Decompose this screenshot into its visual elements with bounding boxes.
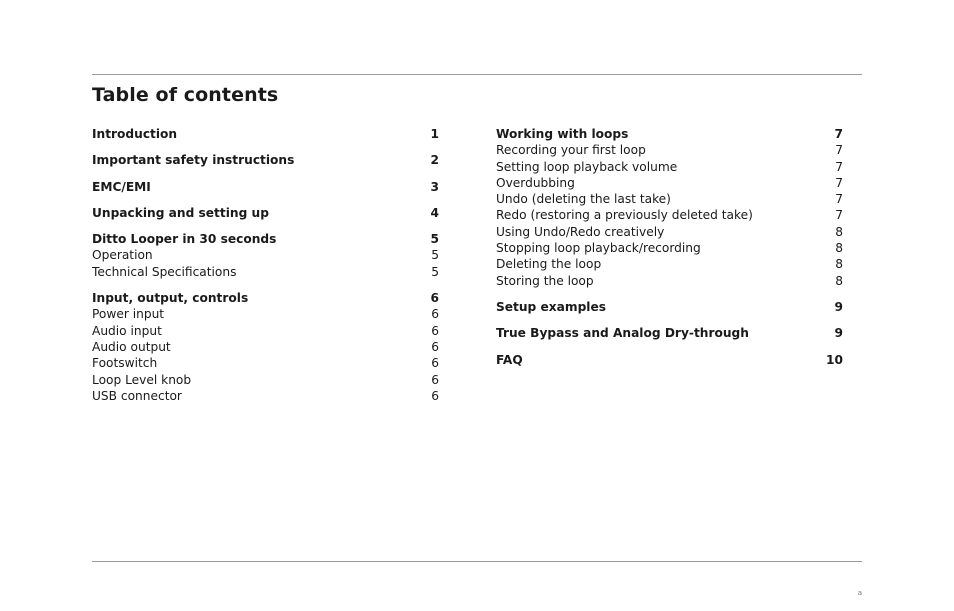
toc-entry-emc-emi[interactable]: [92, 179, 439, 195]
toc-entry-power-input[interactable]: [92, 306, 439, 322]
toc-heading-label: Ditto Looper in 30 seconds: [92, 232, 277, 247]
page-marker: a: [857, 589, 862, 597]
toc-subentry-label: Using Undo/Redo creatively: [496, 224, 665, 239]
toc-entry-important-safety-instructions[interactable]: [92, 152, 439, 168]
toc-subentry-label: Overdubbing: [496, 175, 575, 190]
toc-subentry-label: Undo (deleting the last take): [496, 192, 671, 207]
toc-right-column: [496, 126, 843, 378]
toc-section-input-output-controls: [92, 290, 439, 404]
toc-heading-label: Setup examples: [496, 299, 606, 314]
toc-page-number: 7: [835, 159, 843, 174]
toc-page-number: 7: [835, 143, 843, 158]
toc-section-introduction: [92, 126, 439, 142]
toc-entry-undo-deleting-the-last-take[interactable]: [496, 191, 843, 207]
toc-page-number: 8: [835, 224, 843, 239]
toc-page-number: 6: [431, 356, 439, 371]
toc-entry-faq[interactable]: [496, 352, 843, 368]
toc-subentry-label: Stopping loop playback/recording: [496, 241, 701, 256]
toc-entry-storing-the-loop[interactable]: [496, 273, 843, 289]
toc-entry-ditto-looper-in-30-seconds[interactable]: [92, 231, 439, 247]
toc-entry-setup-examples[interactable]: [496, 299, 843, 315]
toc-page-number: 9: [834, 299, 843, 314]
toc-page-number: 10: [826, 352, 843, 367]
toc-page-number: 7: [834, 127, 843, 141]
toc-left-column: [92, 126, 439, 414]
toc-heading-label: Working with loops: [496, 127, 629, 141]
toc-entry-redo-restoring-a-previously-deleted-take[interactable]: [496, 207, 843, 223]
toc-subentry-label: Setting loop playback volume: [496, 159, 678, 174]
toc-page-number: 6: [431, 372, 439, 387]
toc-entry-unpacking-and-setting-up[interactable]: [92, 205, 439, 221]
toc-heading-label: FAQ: [496, 352, 523, 367]
toc-entry-operation[interactable]: [92, 247, 439, 263]
toc-section-setup-examples: [496, 299, 843, 315]
toc-subentry-label: Footswitch: [92, 356, 158, 371]
toc-subentry-label: Redo (restoring a previously deleted take): [496, 208, 753, 223]
toc-subentry-label: Operation: [92, 248, 153, 263]
toc-entry-stopping-loop-playback-recording[interactable]: [496, 240, 843, 256]
toc-page-number: 5: [431, 264, 439, 279]
toc-page-number: 7: [835, 175, 843, 190]
toc-entry-working-with-loops[interactable]: [496, 126, 843, 142]
toc-entry-overdubbing[interactable]: [496, 175, 843, 191]
toc-page-number: 1: [430, 127, 439, 141]
toc-page-number: 5: [430, 232, 439, 247]
toc-section-working-with-loops: [496, 126, 843, 289]
toc-entry-input-output-controls[interactable]: [92, 290, 439, 306]
toc-heading-label: Unpacking and setting up: [92, 205, 269, 220]
toc-entry-recording-your-first-loop[interactable]: [496, 142, 843, 158]
toc-page-number: 4: [430, 205, 439, 220]
toc-entry-technical-specifications[interactable]: [92, 264, 439, 280]
bottom-rule: [92, 561, 862, 562]
toc-page-number: 8: [835, 273, 843, 288]
toc-subentry-label: Deleting the loop: [496, 257, 602, 272]
toc-heading-label: Introduction: [92, 127, 178, 141]
toc-entry-footswitch[interactable]: [92, 355, 439, 371]
toc-section-emc-emi: [92, 179, 439, 195]
toc-entry-setting-loop-playback-volume[interactable]: [496, 159, 843, 175]
toc-entry-true-bypass-and-analog-dry-through[interactable]: [496, 325, 843, 341]
toc-entry-usb-connector[interactable]: [92, 388, 439, 404]
toc-heading-label: Input, output, controls: [92, 291, 249, 306]
toc-page-number: 7: [835, 192, 843, 207]
toc-page-number: 6: [430, 291, 439, 306]
toc-subentry-label: Storing the loop: [496, 273, 594, 288]
toc-page-number: 6: [431, 307, 439, 322]
toc-page-number: 8: [835, 257, 843, 272]
page-title: Table of contents: [92, 84, 279, 106]
toc-entry-audio-input[interactable]: [92, 323, 439, 339]
toc-page-number: 8: [835, 241, 843, 256]
toc-subentry-label: Power input: [92, 307, 165, 322]
toc-section-unpacking-and-setting-up: [92, 205, 439, 221]
toc-subentry-label: Technical Specifications: [92, 264, 237, 279]
top-rule: [92, 74, 862, 75]
toc-page-number: 9: [834, 326, 843, 341]
toc-section-true-bypass-and-analog-dry-through: [496, 325, 843, 341]
toc-heading-label: Important safety instructions: [92, 153, 295, 168]
toc-subentry-label: Recording your first loop: [496, 143, 646, 158]
toc-heading-label: EMC/EMI: [92, 179, 151, 194]
toc-section-important-safety-instructions: [92, 152, 439, 168]
toc-section-faq: [496, 352, 843, 368]
toc-subentry-label: Loop Level knob: [92, 372, 192, 387]
toc-page-number: 5: [431, 248, 439, 263]
toc-page-number: 3: [430, 179, 439, 194]
toc-subentry-label: USB connector: [92, 388, 182, 403]
toc-subentry-label: Audio output: [92, 339, 171, 354]
toc-page-number: 6: [431, 323, 439, 338]
toc-subentry-label: Audio input: [92, 323, 162, 338]
toc-entry-introduction[interactable]: [92, 126, 439, 142]
toc-page-number: 6: [431, 339, 439, 354]
toc-page-number: 6: [431, 388, 439, 403]
toc-entry-audio-output[interactable]: [92, 339, 439, 355]
toc-entry-loop-level-knob[interactable]: [92, 372, 439, 388]
toc-page-number: 2: [430, 153, 439, 168]
toc-entry-deleting-the-loop[interactable]: [496, 256, 843, 272]
toc-page-number: 7: [835, 208, 843, 223]
toc-entry-using-undo-redo-creatively[interactable]: [496, 224, 843, 240]
toc-section-ditto-looper-in-30-seconds: [92, 231, 439, 280]
toc-heading-label: True Bypass and Analog Dry-through: [496, 326, 749, 341]
